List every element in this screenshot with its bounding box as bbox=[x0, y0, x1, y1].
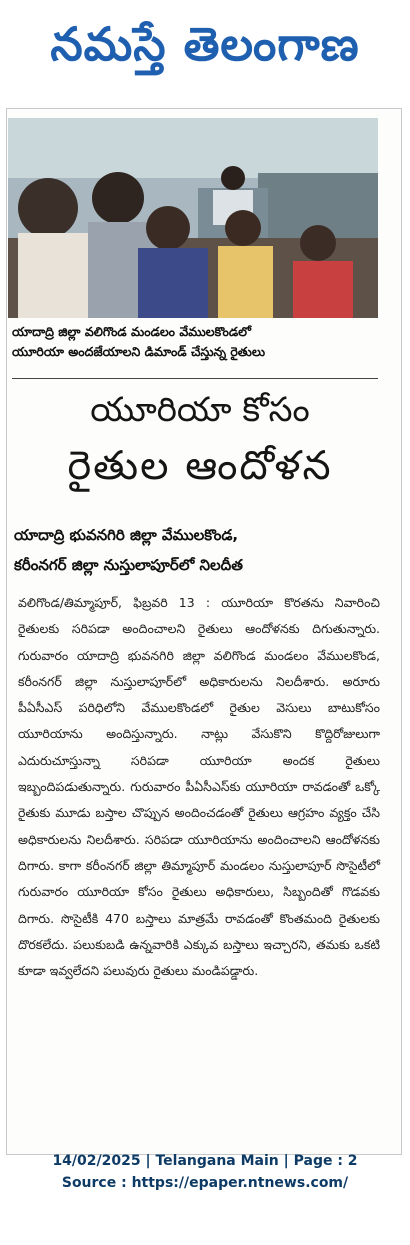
article-body: వలిగొండ/తిమ్మాపూర్, ఫిబ్రవరి 13 : యూరియా కొరతను నివారించి రైతులకు సరిపడా అందించాలని రైతులు ఆందోళనకు దిగుతున్నారు. గురువారం యాదాద్రి భువనగిరి జిల్లా వలిగొండ మండలం వేములకొండ, కరీంనగర్ జిల్లా నుస్తులాపూర్‌లో అధికారులను నిలదీశారు. అరూరు పీఏసీఎస్ పరిధిలోని వేములకొండలో రైతుల వెసులు బాటుకోసం యూరియాను అందిస్తున్నారు. నాట్లు వేసుకొని కొద్దిరోజులుగా ఎదురుచూస్తున్నా సరిపడా యూరియా అందక రైతులు ఇబ్బందిపడుతున్నారు. గురువారం పీఏసీఎస్‌కు యూరియా రావడంతో ఒక్కో రైతుకు మూడు బస్తాల చొప్పున అందించడంతో రైతులు ఆగ్రహం వ్యక్తం చేసి అధికారులను నిలదీశారు. సరిపడా యూరియాను అందించాలని ఆందోళనకు దిగారు. కాగా కరీంనగర్ జిల్లా తిమ్మాపూర్ మండలం నుస్తులాపూర్ సొసైటీలో గురువారం యూరియా కోసం రైతులు అధికారులు, సిబ్బందితో గొడవకు దిగారు. సొసైటీకి 470 బస్తాలు మాత్రమే రావడంతో కొంతమంది రైతులకు దొరకలేదు. పలుకుబడి ఉన్నవారికి ఎక్కువ బస్తాలు ఇచ్చారని, తమకు ఒకటి కూడా ఇవ్వలేదని పలువురు రైతులు మండిపడ్డారు. bbox=[18, 595, 380, 979]
headline-line-2: రైతుల ఆందోళన bbox=[67, 443, 333, 489]
photo-caption bbox=[12, 322, 374, 362]
headline-line-1: యూరియా కోసం bbox=[90, 390, 310, 430]
masthead-title: నమస్తే తెలంగాణ bbox=[50, 17, 360, 71]
caption-line-2: యూరియా అందజేయాలని డిమాండ్ చేస్తున్న రైతులు bbox=[12, 344, 266, 359]
subhead-line-1: యాదాద్రి భువనగిరి జిల్లా వేములకొండ, bbox=[14, 526, 239, 544]
source-footer bbox=[0, 1150, 410, 1194]
footer-source-link[interactable]: Source : https://epaper.ntnews.com/ bbox=[61, 1175, 349, 1191]
footer-date-page: 14/02/2025 | Telangana Main | Page : 2 bbox=[52, 1153, 358, 1169]
newspaper-masthead bbox=[0, 0, 410, 100]
divider bbox=[12, 378, 378, 379]
subhead-line-2: కరీంనగర్ జిల్లా నుస్తులాపూర్‌లో నిలదీత bbox=[14, 556, 243, 574]
farmers-protest-photo bbox=[8, 118, 378, 318]
caption-line-1: యాదాద్రి జిల్లా వలిగొండ మండలం వేములకొండలో bbox=[12, 324, 251, 339]
subheadline bbox=[14, 520, 384, 580]
news-photo bbox=[8, 118, 378, 318]
